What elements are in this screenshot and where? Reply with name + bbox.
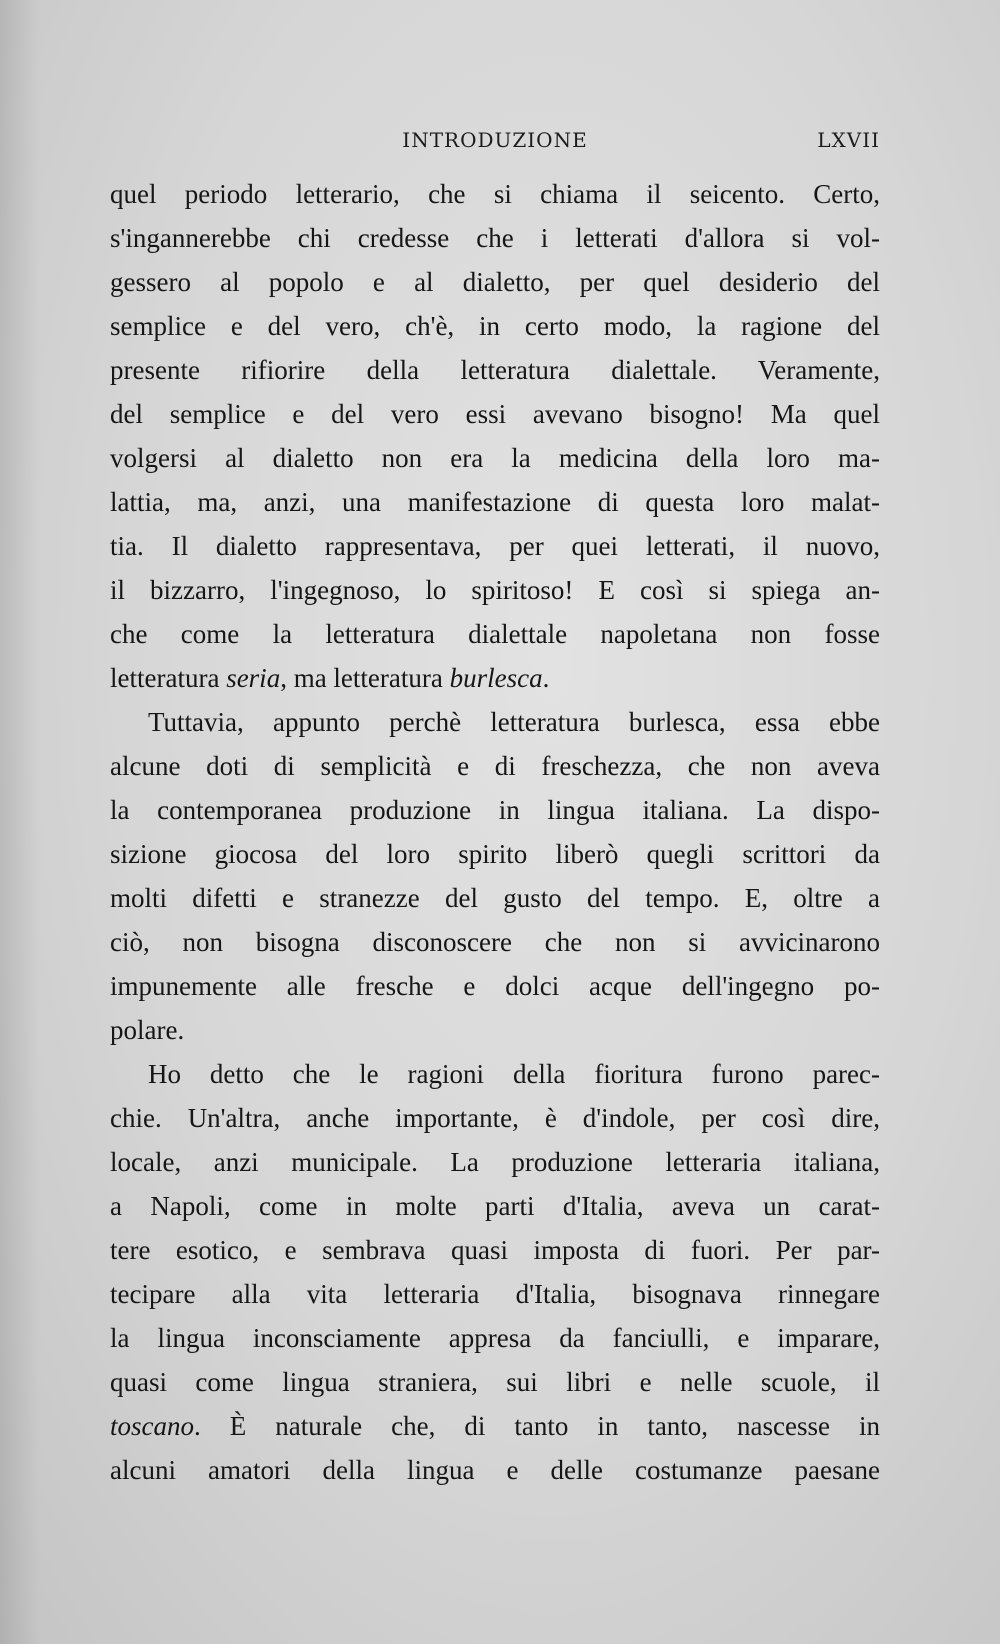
text-line: tere esotico, e sembrava quasi imposta di fuori. Per par- [110, 1235, 880, 1265]
paragraph-2 [110, 700, 880, 1052]
text-line [110, 1404, 880, 1448]
text-line: s'ingannerebbe chi credesse che i letterati d'allora si vol- [110, 223, 880, 253]
text-line: gessero al popolo e al dialetto, per quel desiderio del [110, 267, 880, 297]
text-line [110, 656, 880, 700]
paragraph-1 [110, 172, 880, 700]
text-line: del semplice e del vero essi avevano bisogno! Ma quel [110, 399, 880, 429]
text-line: impunemente alle fresche e dolci acque dell'ingegno po- [110, 971, 880, 1001]
text-line: quel periodo letterario, che si chiama il seicento. Certo, [110, 179, 880, 209]
text-line: chie. Un'altra, anche importante, è d'indole, per così dire, [110, 1103, 880, 1133]
text-run: . [542, 663, 550, 693]
running-head [110, 128, 880, 158]
text-line: alcune doti di semplicità e di freschezza, che non aveva [110, 751, 880, 781]
text-line: Tuttavia, appunto perchè letteratura burlesca, essa ebbe [148, 707, 880, 737]
italic-word: burlesca [449, 663, 543, 693]
text-run: , ma letteratura [280, 663, 450, 693]
text-run: letteratura [110, 663, 227, 693]
paragraph-3 [110, 1052, 880, 1492]
text-line: sizione giocosa del loro spirito liberò quegli scrittori da [110, 839, 880, 869]
text-line: tecipare alla vita letteraria d'Italia, bisognava rinnegare [110, 1279, 880, 1309]
text-line: lattia, ma, anzi, una manifestazione di questa loro malat- [110, 487, 880, 517]
page-number: LXVII [817, 128, 880, 152]
text-line: alcuni amatori della lingua e delle costumanze paesane [110, 1455, 880, 1485]
text-line: quasi come lingua straniera, sui libri e nelle scuole, il [110, 1367, 880, 1397]
text-line: presente rifiorire della letteratura dialettale. Veramente, [110, 355, 880, 385]
text-line: semplice e del vero, ch'è, in certo modo, la ragione del [110, 311, 880, 341]
text-line: il bizzarro, l'ingegnoso, lo spiritoso! E così si spiega an- [110, 575, 880, 605]
italic-word: seria [226, 663, 281, 693]
text-run: . È naturale che, di tanto in tanto, nascesse in [194, 1411, 880, 1441]
text-line: molti difetti e stranezze del gusto del tempo. E, oltre a [110, 883, 880, 913]
text-line: a Napoli, come in molte parti d'Italia, aveva un carat- [110, 1191, 880, 1221]
italic-word: toscano [110, 1411, 194, 1441]
text-line: locale, anzi municipale. La produzione letteraria italiana, [110, 1147, 880, 1177]
text-line: la contemporanea produzione in lingua italiana. La dispo- [110, 795, 880, 825]
text-line: volgersi al dialetto non era la medicina della loro ma- [110, 443, 880, 473]
text-line: Ho detto che le ragioni della fioritura furono parec- [148, 1059, 880, 1089]
text-line: tia. Il dialetto rappresentava, per quei letterati, il nuovo, [110, 531, 880, 561]
text-line: che come la letteratura dialettale napoletana non fosse [110, 619, 880, 649]
body-text [110, 172, 880, 1492]
text-line: polare. [110, 1015, 185, 1045]
running-title: INTRODUZIONE [402, 128, 588, 152]
text-line: ciò, non bisogna disconoscere che non si avvicinarono [110, 927, 880, 957]
text-line: la lingua inconsciamente appresa da fanciulli, e imparare, [110, 1323, 880, 1353]
